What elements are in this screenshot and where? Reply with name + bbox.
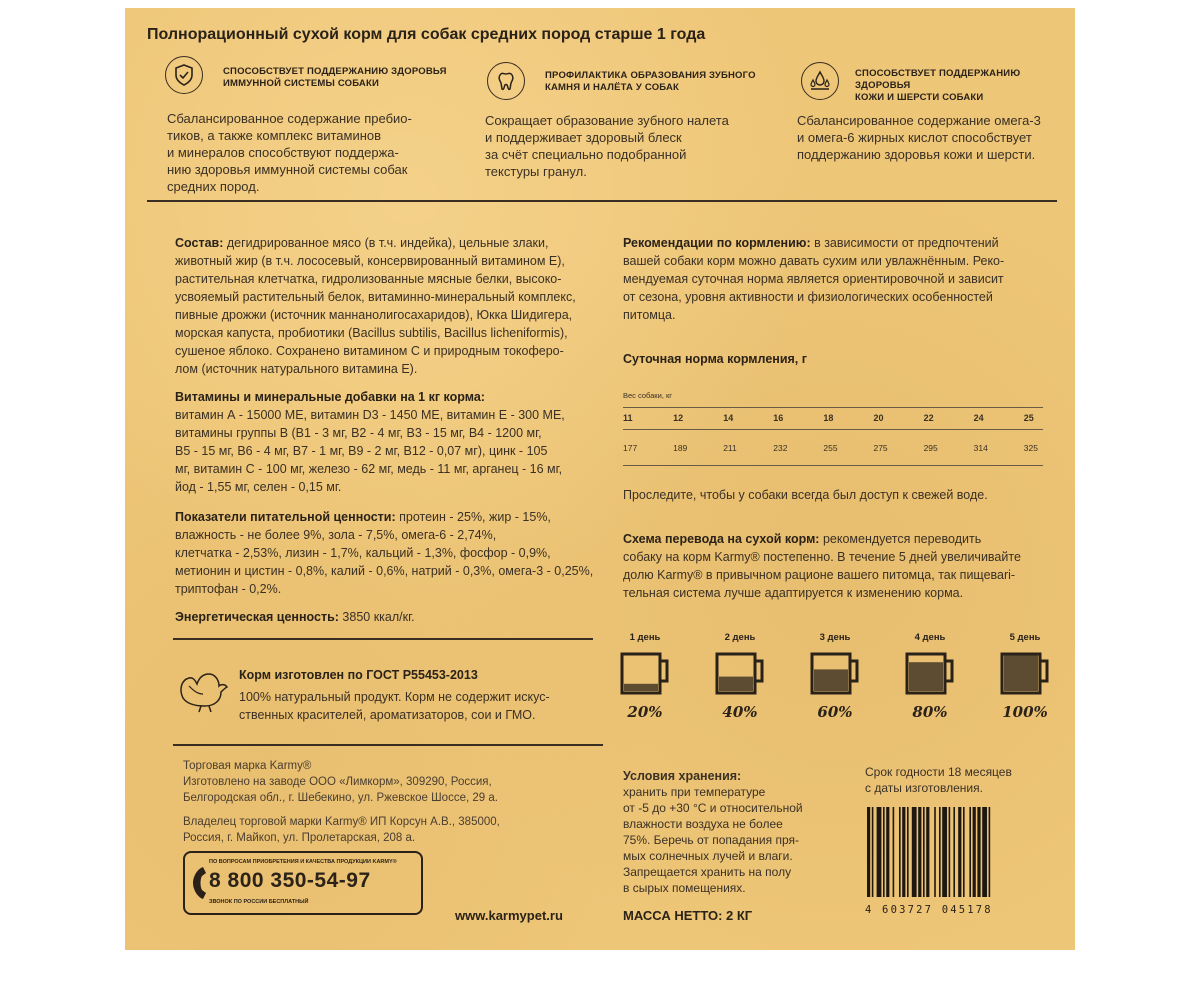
- phone-top-note: ПО ВОПРОСАМ ПРИОБРЕТЕНИЯ И КАЧЕСТВА ПРОДУКЦИИ KARMY®: [209, 859, 397, 865]
- oil-drops-icon: [801, 62, 839, 100]
- barcode-bar: [877, 807, 882, 897]
- benefit-heading-line: КАМНЯ И НАЛЁТА У СОБАК: [545, 82, 680, 93]
- text-line: В5 - 15 мг, В6 - 4 мг, В7 - 1 мг, В9 - 2 мг, В12 - 0,07 мг), цинк - 105: [175, 444, 548, 458]
- barcode-bar: [934, 807, 936, 897]
- day-percent: 60%: [817, 703, 853, 721]
- feeding-label: Рекомендации по кормлению:: [623, 236, 811, 250]
- water-note: Проследите, чтобы у собаки всегда был доступ к свежей воде.: [623, 488, 988, 502]
- barcode-bar: [912, 807, 917, 897]
- text-line: 100% натуральный продукт. Корм не содержит искус-: [239, 690, 550, 704]
- weight-cell: 14: [723, 413, 734, 423]
- phone-bottom-note: ЗВОНОК ПО РОССИИ БЕСПЛАТНЫЙ: [209, 899, 309, 905]
- tooth-icon: [487, 62, 525, 100]
- manufacturer-block: [183, 758, 623, 846]
- text-line: собаку на корм Karmy® постепенно. В течение 5 дней увеличивайте: [623, 550, 1021, 564]
- barcode: [865, 803, 1055, 916]
- benefit-teeth-text: [485, 112, 765, 180]
- day-label: 5 день: [1009, 632, 1041, 643]
- gram-cell: 211: [723, 443, 737, 453]
- benefit-heading-line: ИММУННОЙ СИСТЕМЫ СОБАКИ: [223, 78, 380, 89]
- feeding-block: [623, 234, 1063, 324]
- text-line: Владелец торговой марки Karmy® ИП Корсун А.В., 385000,: [183, 816, 500, 828]
- barcode-digits: 4 603727 045178: [865, 904, 993, 916]
- barcode-bar: [907, 807, 909, 897]
- cup-fill: [909, 662, 943, 691]
- text-line: метионин и цистин - 0,8%, калий - 0,6%, натрий - 0,3%, омега-3 - 0,25%,: [175, 564, 594, 578]
- benefit-immunity: [165, 56, 203, 94]
- barcode-bar: [918, 807, 921, 897]
- gram-cell: 275: [873, 443, 888, 453]
- cup-fill: [624, 684, 658, 691]
- text-line: сушеное яблоко. Сохранено витамином С и природным токоферо-: [175, 344, 564, 358]
- text-line: текстуры гранул.: [485, 164, 587, 179]
- energy-block: [175, 608, 605, 626]
- barcode-bar: [969, 807, 971, 897]
- measuring-cup-icon: [809, 651, 861, 695]
- text-line: животный жир (в т.ч. лососевый, консервированный витамином Е),: [175, 254, 565, 268]
- weight-cell: 24: [973, 413, 984, 423]
- text-line: Изготовлено на заводе ООО «Лимкорм», 309290, Россия,: [183, 776, 492, 788]
- text-line: в сырых помещениях.: [623, 881, 746, 895]
- benefit-skin-heading: [855, 68, 1075, 104]
- text-line: с даты изготовления.: [865, 781, 983, 795]
- text-line: долю Karmy® в привычном рационе вашего питомца, так пищеваri-: [623, 568, 1016, 582]
- gram-cell: 314: [973, 443, 988, 453]
- text-line: и минералов способствуют поддержа-: [167, 145, 399, 160]
- transition-label: Схема перевода на сухой корм:: [623, 532, 820, 546]
- text-line: питомца.: [623, 308, 676, 322]
- gram-cell: 177: [623, 443, 638, 453]
- barcode-bar: [973, 807, 976, 897]
- phone-box: [183, 851, 423, 915]
- gost-block: [239, 668, 599, 724]
- barcode-bar: [926, 807, 929, 897]
- text-line: тиков, а также комплекс витаминов: [167, 128, 382, 143]
- divider: [147, 200, 1057, 202]
- vitamins-label: Витамины и минеральные добавки на 1 кг корма:: [175, 390, 485, 404]
- day-label: 1 день: [629, 632, 661, 643]
- grams-row: [623, 443, 1043, 453]
- barcode-bar: [949, 807, 951, 897]
- day-percent: 20%: [627, 703, 663, 721]
- table-line: [623, 429, 1043, 430]
- barcode-bar: [977, 807, 980, 897]
- gram-cell: 232: [773, 443, 788, 453]
- day-label: 3 день: [819, 632, 851, 643]
- gost-heading: Корм изготовлен по ГОСТ Р55453-2013: [239, 668, 478, 682]
- text-line: мендуемая суточная норма является ориентировочной и зависит: [623, 272, 1004, 286]
- table-line: [623, 465, 1043, 466]
- text-line: протеин - 25%, жир - 15%,: [395, 510, 551, 524]
- text-line: морская капуста, пробиотики (Bacillus subtilis, Bacillus licheniformis),: [175, 326, 568, 340]
- divider: [173, 638, 593, 640]
- nutrition-block: [175, 508, 605, 598]
- barcode-bar: [883, 807, 885, 897]
- text-line: средних пород.: [167, 179, 260, 194]
- day-percent: 100%: [1002, 703, 1048, 721]
- text-line: рекомендуется переводить: [819, 532, 982, 546]
- daily-norm-title: Суточная норма кормления, г: [623, 352, 807, 366]
- cup-fill: [814, 669, 848, 691]
- barcode-bar: [899, 807, 901, 897]
- barcode-bar: [886, 807, 889, 897]
- benefit-heading-line: ПРОФИЛАКТИКА ОБРАЗОВАНИЯ ЗУБНОГО: [545, 70, 756, 81]
- text-line: влажность - не более 9%, зола - 7,5%, омега-6 - 2,74%,: [175, 528, 497, 542]
- weights-row: [623, 413, 1043, 423]
- benefit-heading-line: СПОСОБСТВУЕТ ПОДДЕРЖАНИЮ ЗДОРОВЬЯ: [855, 68, 1021, 91]
- text-line: витамины группы В (В1 - 3 мг, В2 - 4 мг, В3 - 15 мг, В4 - 1200 мг,: [175, 426, 542, 440]
- benefit-skin-text: [797, 112, 1067, 163]
- text-line: Россия, г. Майкоп, ул. Пролетарская, 208 а.: [183, 832, 416, 844]
- barcode-bar: [923, 807, 925, 897]
- weight-cell: 22: [923, 413, 934, 423]
- barcode-bar: [893, 807, 895, 897]
- barcode-bar: [989, 807, 991, 897]
- measuring-cup-icon: [999, 651, 1051, 695]
- transition-day: [610, 632, 680, 721]
- turkey-icon: [175, 668, 231, 719]
- composition-block: [175, 234, 605, 378]
- gram-cell: 295: [923, 443, 938, 453]
- barcode-bar: [958, 807, 961, 897]
- energy-value: 3850 ккал/кг.: [338, 610, 415, 624]
- text-line: и поддерживает здоровый блеск: [485, 130, 682, 145]
- transition-block: [623, 530, 1063, 602]
- day-label: 2 день: [724, 632, 756, 643]
- benefit-skin: [801, 62, 839, 100]
- day-label: 4 день: [914, 632, 946, 643]
- text-line: влажности воздуха не более: [623, 817, 783, 831]
- text-line: 75%. Беречь от попадания пря-: [623, 833, 799, 847]
- shield-immunity-icon: [165, 56, 203, 94]
- gram-cell: 255: [823, 443, 838, 453]
- phone-number[interactable]: 8 800 350-54-97: [209, 869, 371, 892]
- text-line: нию здоровья иммунной системы собак: [167, 162, 408, 177]
- text-line: вашей собаки корм можно давать сухим или увлажнённым. Реко-: [623, 254, 1005, 268]
- text-line: ственных красителей, ароматизаторов, сои и ГМО.: [239, 708, 536, 722]
- benefit-immunity-text: [167, 110, 457, 195]
- text-line: за счёт специально подобранной: [485, 147, 687, 162]
- text-line: от сезона, уровня активности и физиологических особенностей: [623, 290, 993, 304]
- day-percent: 80%: [912, 703, 948, 721]
- transition-day: [990, 632, 1060, 721]
- barcode-bar: [939, 807, 941, 897]
- text-line: хранить при температуре: [623, 785, 766, 799]
- weight-cell: 18: [823, 413, 834, 423]
- measuring-cup-icon: [904, 651, 956, 695]
- product-title: Полнорационный сухой корм для собак средних пород старше 1 года: [147, 26, 706, 43]
- text-line: лом (источник натурального витамина Е).: [175, 362, 418, 376]
- gram-cell: 189: [673, 443, 688, 453]
- transition-day: [800, 632, 870, 721]
- barcode-bar: [867, 807, 870, 897]
- weight-cell: 11: [623, 413, 633, 423]
- text-line: дегидрированное мясо (в т.ч. индейка), цельные злаки,: [223, 236, 549, 250]
- text-line: мг, витамин С - 100 мг, железо - 62 мг, медь - 11 мг, арганец - 16 мг,: [175, 462, 563, 476]
- barcode-bar: [872, 807, 874, 897]
- text-line: поддержанию здоровья кожи и шерсти.: [797, 147, 1036, 162]
- transition-day: [895, 632, 965, 721]
- text-line: мых солнечных лучей и влаги.: [623, 849, 793, 863]
- vitamins-block: [175, 388, 605, 496]
- benefit-heading-line: СПОСОБСТВУЕТ ПОДДЕРЖАНИЮ ЗДОРОВЬЯ: [223, 66, 447, 77]
- text-line: Срок годности 18 месяцев: [865, 765, 1012, 779]
- barcode-bar: [902, 807, 905, 897]
- barcode-bars: [865, 803, 1055, 899]
- barcode-bar: [982, 807, 987, 897]
- measuring-cup-icon: [619, 651, 671, 695]
- benefit-heading-line: КОЖИ И ШЕРСТИ СОБАКИ: [855, 92, 984, 103]
- storage-block: [623, 768, 833, 896]
- website-link[interactable]: www.karmypet.ru: [455, 908, 563, 923]
- text-line: пивные дрожжи (источник маннанолигосахаридов), Юкка Шидигера,: [175, 308, 573, 322]
- benefit-teeth-heading: [545, 70, 775, 94]
- composition-label: Состав:: [175, 236, 224, 250]
- shelf-life: [865, 764, 1012, 796]
- text-line: тельная система лучше адаптируется к изменению корма.: [623, 586, 964, 600]
- cup-fill: [719, 677, 753, 691]
- text-line: растительная клетчатка, гидролизованные мясные белки, высоко-: [175, 272, 562, 286]
- text-line: Сбалансированное содержание омега-3: [797, 113, 1041, 128]
- gram-cell: 325: [1023, 443, 1038, 453]
- nutrition-label: Показатели питательной ценности:: [175, 510, 396, 524]
- weight-cell: 20: [873, 413, 884, 423]
- text-line: в зависимости от предпочтений: [810, 236, 999, 250]
- cup-fill: [1004, 655, 1038, 691]
- package-back-panel: [125, 8, 1075, 950]
- energy-label: Энергетическая ценность:: [175, 610, 339, 624]
- divider: [173, 744, 603, 746]
- benefit-teeth: [487, 62, 525, 100]
- barcode-bar: [963, 807, 965, 897]
- text-line: йод - 1,55 мг, селен - 0,15 мг.: [175, 480, 342, 494]
- text-line: Белгородская обл., г. Шебекино, ул. Ржевское Шоссе, 29 а.: [183, 792, 498, 804]
- day-percent: 40%: [722, 703, 758, 721]
- text-line: Сокращает образование зубного налета: [485, 113, 729, 128]
- benefit-immunity-heading: [223, 66, 453, 90]
- barcode-bar: [953, 807, 955, 897]
- text-line: от -5 до +30 °С и относительной: [623, 801, 803, 815]
- weight-cell: 12: [673, 413, 684, 423]
- storage-label: Условия хранения:: [623, 769, 742, 783]
- text-line: Торговая марка Karmy®: [183, 760, 312, 772]
- net-weight: МАССА НЕТТО: 2 КГ: [623, 908, 753, 923]
- text-line: Запрещается хранить на полу: [623, 865, 792, 879]
- text-line: Сбалансированное содержание пребио-: [167, 111, 412, 126]
- barcode-bar: [942, 807, 947, 897]
- text-line: клетчатка - 2,53%, лизин - 1,7%, кальций - 1,3%, фосфор - 0,9%,: [175, 546, 551, 560]
- text-line: и омега-6 жирных кислот способствует: [797, 130, 1032, 145]
- weight-caption: Вес собаки, кг: [623, 391, 672, 400]
- phone-icon: [189, 863, 209, 908]
- text-line: триптофан - 0,2%.: [175, 582, 282, 596]
- text-line: усвояемый растительный белок, витаминно-минеральный комплекс,: [175, 290, 576, 304]
- table-line: [623, 407, 1043, 408]
- text-line: витамин А - 15000 МЕ, витамин D3 - 1450 МЕ, витамин Е - 300 МЕ,: [175, 408, 565, 422]
- measuring-cup-icon: [714, 651, 766, 695]
- weight-cell: 16: [773, 413, 784, 423]
- transition-day: [705, 632, 775, 721]
- weight-cell: 25: [1023, 413, 1034, 423]
